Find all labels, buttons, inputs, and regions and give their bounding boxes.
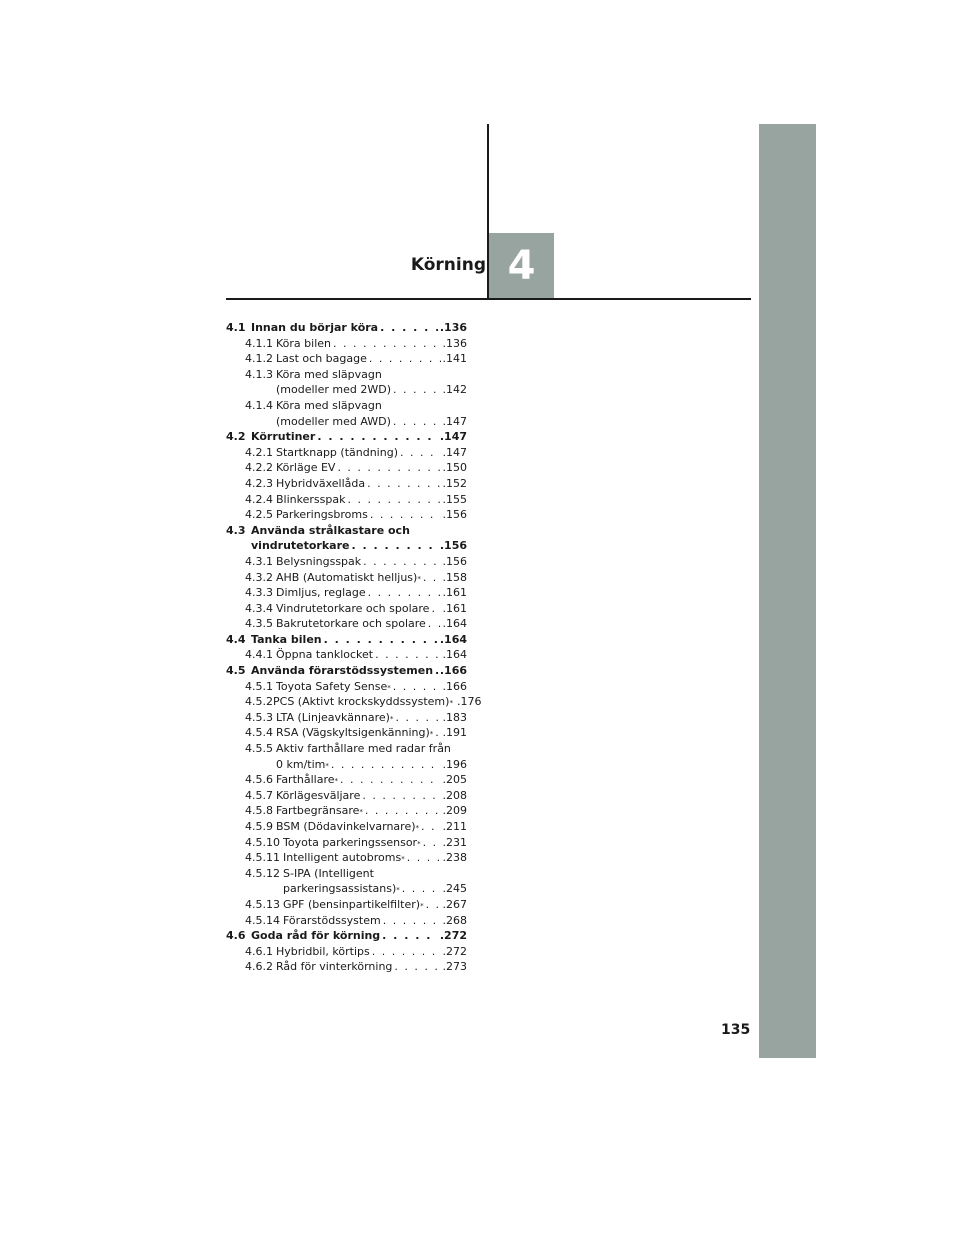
dot-leader <box>324 632 438 648</box>
toc-entry-title: Tanka bilen <box>251 632 322 646</box>
toc-entry-page: .158 <box>442 570 467 584</box>
toc-entry-page: .166 <box>442 679 467 693</box>
dot-leader <box>407 850 441 866</box>
toc-entry-number: 4.3.4 <box>245 601 273 615</box>
toc-entry-line: 4.5.2 PCS (Aktivt krockskyddssystem) * .176 <box>226 694 467 710</box>
dot-leader <box>428 616 441 632</box>
dot-leader <box>317 429 438 445</box>
chapter-title: Körning <box>410 255 486 275</box>
toc-entry-title-continuation: parkeringsassistans) <box>283 882 397 896</box>
toc-entry[interactable] <box>226 429 467 445</box>
toc-entry[interactable] <box>226 445 467 461</box>
toc-entry-title-continuation: vindrutetorkare <box>251 539 350 553</box>
toc-entry-title: Fartbegränsare <box>276 804 360 818</box>
toc-entry[interactable] <box>226 897 467 913</box>
toc-entry-title-continuation: 0 km/tim <box>276 757 326 771</box>
toc-entry[interactable] <box>226 866 467 897</box>
toc-entry-line <box>226 507 467 523</box>
toc-entry-line <box>226 928 467 944</box>
dot-leader <box>331 757 441 773</box>
toc-entry-title: Använda strålkastare och <box>251 523 410 537</box>
dot-leader <box>340 772 440 788</box>
toc-entry-page: .272 <box>439 929 467 943</box>
header-horizontal-rule <box>226 298 751 300</box>
toc-entry-line: 4.5.4 RSA (Vägskyltsigenkänning) * . . . .191 <box>226 725 467 741</box>
toc-entry-number: 4.5.14 <box>245 913 280 927</box>
toc-entry-number: 4.5.10 <box>245 835 280 849</box>
toc-entry[interactable] <box>226 351 467 367</box>
dot-leader <box>347 492 440 508</box>
toc-entry-page: .272 <box>442 944 467 958</box>
toc-entry-line <box>226 959 467 975</box>
dot-leader <box>393 382 441 398</box>
toc-entry-page: .164 <box>439 632 467 646</box>
dot-leader <box>372 944 441 960</box>
toc-entry-title: Körläge EV <box>276 461 336 475</box>
toc-entry-title: Farthållare <box>276 773 335 787</box>
toc-entry-number: 4.5.6 <box>245 773 273 787</box>
toc-entry-title: AHB (Automatiskt helljus) <box>276 570 418 584</box>
toc-entry-title: Goda råd för körning <box>251 929 381 943</box>
toc-entry[interactable] <box>226 476 467 492</box>
chapter-number: 4 <box>507 242 536 289</box>
toc-entry-page: .245 <box>442 882 467 896</box>
toc-entry-title: Köra bilen <box>276 336 331 350</box>
toc-entry[interactable] <box>226 913 467 929</box>
toc-entry-page: .150 <box>442 461 467 475</box>
chapter-side-tab <box>759 124 816 1058</box>
toc-entry-number: 4.5 <box>226 664 246 678</box>
toc-entry[interactable] <box>226 647 467 663</box>
toc-entry-number: 4.3.5 <box>245 617 273 631</box>
toc-entry-continuation-line <box>226 382 467 398</box>
toc-entry-title: Körlägesväljare <box>276 788 361 802</box>
toc-entry-line <box>226 476 467 492</box>
toc-entry[interactable] <box>226 694 482 710</box>
toc-entry-title: Toyota Safety Sense <box>276 679 388 693</box>
table-of-contents <box>226 320 482 975</box>
dot-leader <box>435 725 440 741</box>
toc-entry-line: 4.5.6 Farthållare * . . . .205 <box>226 772 467 788</box>
toc-entry-line <box>226 429 467 445</box>
toc-entry-number: 4.3.1 <box>245 554 273 568</box>
toc-entry-title: Råd för vinterkörning <box>276 960 393 974</box>
toc-entry-continuation-line <box>226 414 467 430</box>
dot-leader <box>351 538 437 554</box>
toc-entry-page: .155 <box>442 492 467 506</box>
chapter-number-box <box>489 233 554 298</box>
toc-entry-first-line <box>226 866 467 882</box>
dot-leader <box>402 881 441 897</box>
dot-leader <box>380 320 438 336</box>
toc-entry-number: 4.2.3 <box>245 476 273 490</box>
toc-entry-title: Hybridväxellåda <box>276 476 366 490</box>
toc-entry-number: 4.2.1 <box>245 445 273 459</box>
toc-entry[interactable] <box>226 679 467 695</box>
dot-leader <box>393 414 441 430</box>
toc-entry-page: .164 <box>442 617 467 631</box>
toc-entry-page: .156 <box>439 539 467 553</box>
toc-entry[interactable] <box>226 725 467 741</box>
toc-entry-title: Aktiv farthållare med radar från <box>276 742 451 756</box>
dot-leader <box>365 803 441 819</box>
toc-entry[interactable] <box>226 928 467 944</box>
toc-entry-title: Öppna tanklocket <box>276 648 374 662</box>
toc-entry-number: 4.1.3 <box>245 367 273 381</box>
toc-entry-title: Startknapp (tändning) <box>276 445 398 459</box>
toc-entry-page: .156 <box>442 554 467 568</box>
toc-entry-title: Parkeringsbroms <box>276 508 368 522</box>
toc-entry-number: 4.3.3 <box>245 586 273 600</box>
toc-entry-page: .161 <box>442 586 467 600</box>
toc-entry-page: .176 <box>456 695 482 709</box>
toc-entry-line <box>226 585 467 601</box>
toc-entry-line: 4.5.11 Intelligent autobroms * . . . .238 <box>226 850 467 866</box>
toc-entry-number: 4.5.12 <box>245 866 280 880</box>
toc-entry-number: 4.5.11 <box>245 851 280 865</box>
toc-entry-title: Intelligent autobroms <box>283 851 402 865</box>
toc-entry-line: 4.5.8 Fartbegränsare * . . . .209 <box>226 803 467 819</box>
toc-entry-page: .267 <box>442 897 467 911</box>
toc-entry[interactable] <box>226 741 467 772</box>
toc-entry-title: LTA (Linjeavkännare) <box>276 710 390 724</box>
toc-entry[interactable] <box>226 710 467 726</box>
dot-leader <box>400 445 441 461</box>
toc-entry-line <box>226 632 467 648</box>
dot-leader <box>426 897 441 913</box>
dot-leader <box>394 959 440 975</box>
toc-entry-page: .161 <box>442 601 467 615</box>
toc-entry-title: Bakrutetorkare och spolare <box>276 617 426 631</box>
toc-entry-first-line <box>226 741 467 757</box>
toc-entry-title: Belysningsspak <box>276 554 362 568</box>
toc-entry-line: 4.5.1 Toyota Safety Sense * . . . .166 <box>226 679 467 695</box>
toc-entry-first-line <box>226 367 467 383</box>
toc-entry-line <box>226 460 467 476</box>
toc-entry-title: PCS (Aktivt krockskyddssystem) <box>273 695 450 709</box>
toc-entry-line: 4.5.13 GPF (bensinpartikelfilter) * . . . .267 <box>226 897 467 913</box>
toc-entry-number: 4.5.13 <box>245 897 280 911</box>
toc-entry[interactable] <box>226 632 467 648</box>
toc-entry-title: BSM (Dödavinkelvarnare) <box>276 820 416 833</box>
dot-leader <box>431 601 440 617</box>
toc-entry-title: Använda förarstödssystemen <box>251 664 434 678</box>
toc-entry-page: .156 <box>442 508 467 522</box>
toc-entry-title: Köra med släpvagn <box>276 367 382 381</box>
toc-entry[interactable] <box>226 507 467 523</box>
toc-entry[interactable] <box>226 523 467 554</box>
toc-entry-number: 4.2.2 <box>245 461 273 475</box>
toc-entry-line <box>226 663 467 679</box>
toc-entry-line: 4.5.9 BSM (Dödavinkelvarnare) * . . . .211 <box>226 819 467 835</box>
toc-entry-line <box>226 492 467 508</box>
dot-leader <box>383 913 441 929</box>
toc-entry-title: Köra med släpvagn <box>276 398 382 412</box>
dot-leader <box>370 507 441 523</box>
toc-entry-first-line <box>226 398 467 414</box>
toc-entry-number: 4.6.2 <box>245 960 273 974</box>
toc-entry-page: .136 <box>442 336 467 350</box>
dot-leader <box>393 679 441 695</box>
toc-entry[interactable] <box>226 944 467 960</box>
toc-entry-number: 4.5.4 <box>245 726 273 740</box>
toc-entry-continuation-line: parkeringsassistans) * . . . .245 <box>226 881 467 897</box>
toc-entry-continuation-line: 0 km/tim * . . . .196 <box>226 757 467 773</box>
toc-entry-page: .211 <box>442 820 467 833</box>
toc-entry-title: Hybridbil, körtips <box>276 944 370 958</box>
toc-entry-page: .142 <box>442 383 467 397</box>
toc-entry-number: 4.3.2 <box>245 570 273 584</box>
toc-entry-number: 4.5.1 <box>245 679 273 693</box>
toc-entry-line <box>226 320 467 336</box>
toc-entry-title: Körrutiner <box>251 430 316 444</box>
toc-entry[interactable] <box>226 320 467 336</box>
toc-entry-continuation-line <box>226 538 467 554</box>
toc-entry[interactable] <box>226 601 467 617</box>
toc-entry-number: 4.3 <box>226 523 246 537</box>
toc-entry-number: 4.5.7 <box>245 788 273 802</box>
dot-leader <box>375 647 440 663</box>
toc-entry-number: 4.1.1 <box>245 336 273 350</box>
toc-entry-page: .136 <box>439 321 467 334</box>
toc-entry-number: 4.2.4 <box>245 492 273 506</box>
toc-entry[interactable] <box>226 959 467 975</box>
toc-entry-line <box>226 944 467 960</box>
toc-entry-line <box>226 913 467 929</box>
toc-entry-title: GPF (bensinpartikelfilter) <box>283 897 421 911</box>
toc-entry-title-continuation: (modeller med 2WD) <box>276 383 391 397</box>
toc-entry-page: .268 <box>442 913 467 927</box>
toc-entry-number: 4.5.8 <box>245 804 273 818</box>
toc-entry[interactable] <box>226 616 467 632</box>
toc-entry[interactable] <box>226 492 467 508</box>
toc-entry-page: .152 <box>442 476 467 490</box>
toc-entry-line <box>226 788 467 804</box>
toc-entry-title: S-IPA (Intelligent <box>283 866 374 880</box>
toc-entry-title-continuation: (modeller med AWD) <box>276 414 391 428</box>
toc-entry-line <box>226 647 467 663</box>
dot-leader <box>435 663 438 679</box>
toc-entry[interactable] <box>226 850 467 866</box>
dot-leader <box>337 460 440 476</box>
toc-entry-line <box>226 351 467 367</box>
dot-leader <box>367 476 440 492</box>
toc-entry[interactable] <box>226 663 467 679</box>
toc-entry[interactable] <box>226 835 467 851</box>
toc-entry-number: 4.5.5 <box>245 742 273 756</box>
toc-entry-page: .147 <box>442 414 467 428</box>
toc-entry[interactable] <box>226 398 467 429</box>
toc-entry-title: Förarstödssystem <box>283 913 381 927</box>
toc-entry-number: 4.2 <box>226 430 246 444</box>
toc-entry-number: 4.4.1 <box>245 648 273 662</box>
toc-entry-title: Dimljus, reglage <box>276 586 366 600</box>
toc-entry-title: Vindrutetorkare och spolare <box>276 601 430 615</box>
toc-entry-page: .141 <box>442 352 467 366</box>
toc-entry-page: .147 <box>442 445 467 459</box>
toc-entry-line: 4.5.10 Toyota parkeringssensor * . . . .231 <box>226 835 467 851</box>
toc-entry[interactable] <box>226 788 467 804</box>
dot-leader <box>395 710 440 726</box>
toc-entry-line <box>226 336 467 352</box>
dot-leader <box>382 928 438 944</box>
dot-leader <box>368 585 441 601</box>
toc-entry-page: .273 <box>442 960 467 974</box>
toc-entry-title: Blinkersspak <box>276 492 346 506</box>
toc-entry-number: 4.4 <box>226 632 246 646</box>
dot-leader <box>333 336 441 352</box>
page-number: 135 <box>721 1022 751 1038</box>
toc-entry[interactable] <box>226 819 467 835</box>
toc-entry-line <box>226 445 467 461</box>
toc-entry[interactable] <box>226 585 467 601</box>
toc-entry-line: 4.3.2 AHB (Automatiskt helljus) * . . . .158 <box>226 570 467 586</box>
toc-entry-page: .231 <box>442 835 467 849</box>
toc-entry-page: .238 <box>442 851 467 865</box>
toc-entry-title: Innan du börjar köra <box>251 321 379 334</box>
toc-entry[interactable] <box>226 554 467 570</box>
toc-entry-line <box>226 601 467 617</box>
toc-entry-title: Toyota parkeringssensor <box>283 835 418 849</box>
toc-entry-number: 4.5.3 <box>245 710 273 724</box>
toc-entry-page: .191 <box>442 726 467 740</box>
toc-entry-number: 4.5.2 <box>245 695 273 709</box>
toc-entry[interactable] <box>226 570 467 586</box>
toc-entry-number: 4.5.9 <box>245 820 273 833</box>
toc-entry-number: 4.1.4 <box>245 398 273 412</box>
dot-leader <box>423 570 441 586</box>
dot-leader <box>363 554 440 570</box>
toc-entry-number: 4.6.1 <box>245 944 273 958</box>
toc-entry-title: Last och bagage <box>276 352 367 366</box>
toc-entry-page: .196 <box>442 757 467 771</box>
toc-entry-line <box>226 554 467 570</box>
toc-entry-line <box>226 616 467 632</box>
toc-entry-page: .208 <box>442 788 467 802</box>
toc-entry[interactable] <box>226 336 467 352</box>
dot-leader <box>369 351 441 367</box>
toc-entry-page: .183 <box>442 710 467 724</box>
toc-entry-page: .205 <box>442 773 467 787</box>
toc-entry-number: 4.2.5 <box>245 508 273 522</box>
toc-entry-page: .164 <box>442 648 467 662</box>
toc-entry-number: 4.1.2 <box>245 352 273 366</box>
dot-leader <box>421 819 440 835</box>
toc-entry-line: 4.5.3 LTA (Linjeavkännare) * . . . .183 <box>226 710 467 726</box>
toc-entry-number: 4.1 <box>226 321 246 334</box>
toc-entry-title: RSA (Vägskyltsigenkänning) <box>276 726 430 740</box>
toc-entry-page: .166 <box>439 664 467 678</box>
toc-entry[interactable] <box>226 460 467 476</box>
toc-entry-first-line <box>226 523 467 539</box>
dot-leader <box>423 835 441 851</box>
toc-entry[interactable] <box>226 772 467 788</box>
toc-entry-page: .147 <box>439 430 467 444</box>
dot-leader <box>362 788 440 804</box>
toc-entry-page: .209 <box>442 804 467 818</box>
toc-entry[interactable] <box>226 367 467 398</box>
toc-entry[interactable] <box>226 803 467 819</box>
toc-entry-number: 4.6 <box>226 929 246 943</box>
